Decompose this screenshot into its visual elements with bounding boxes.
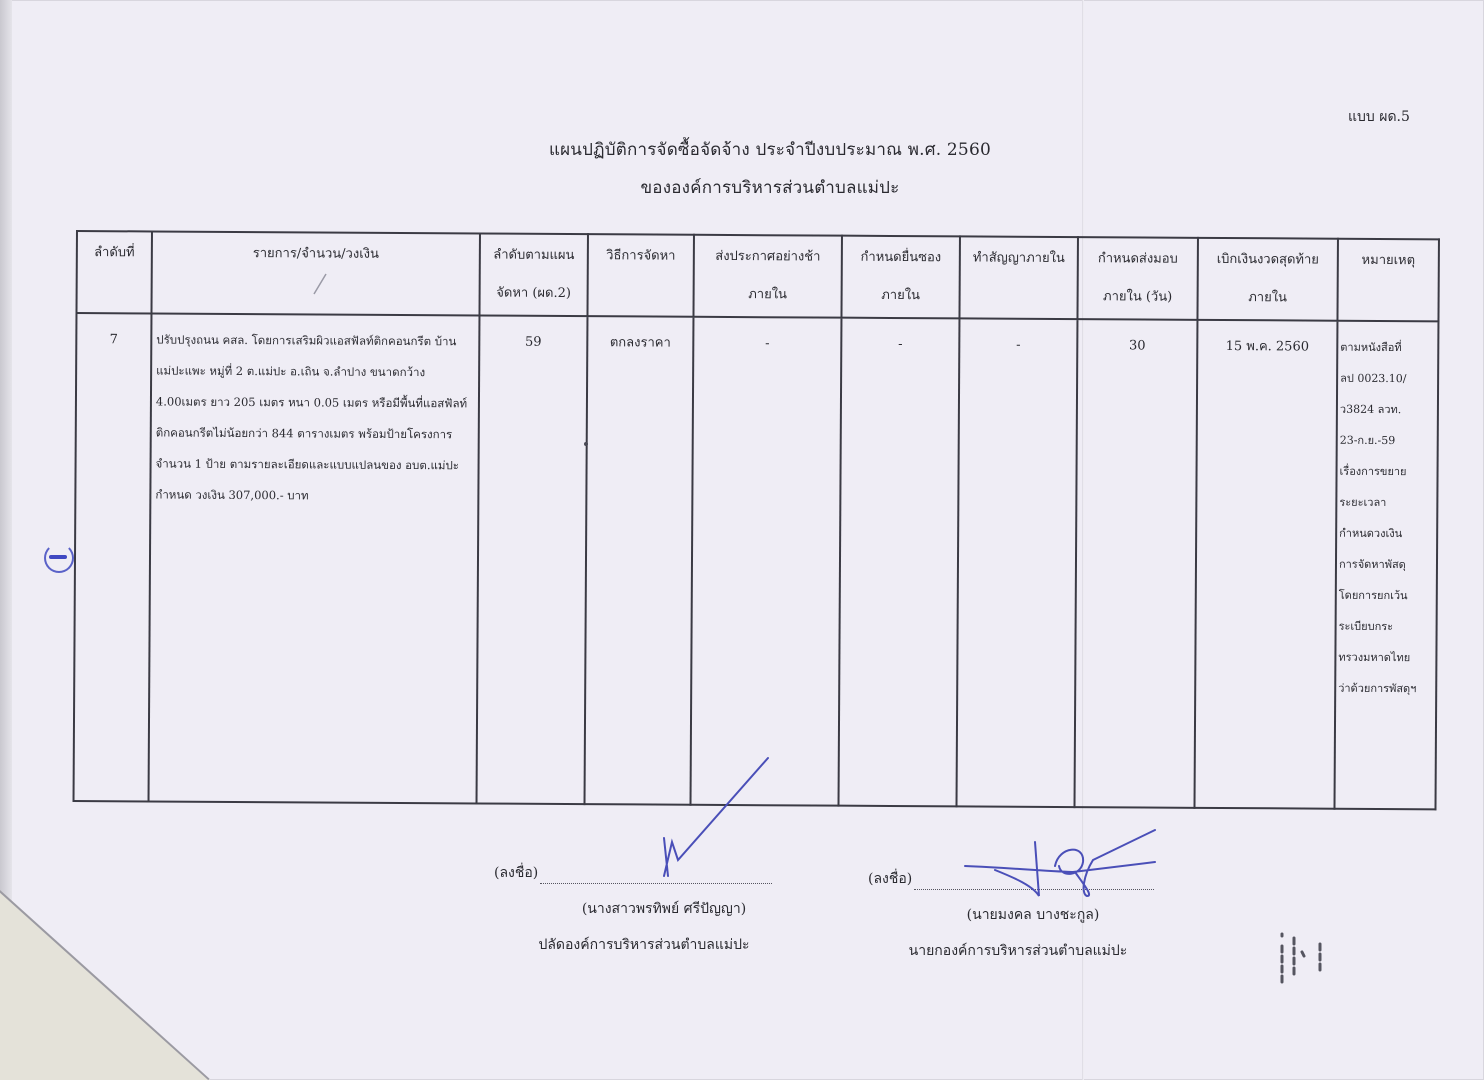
handwritten-mark-icon [1272, 928, 1352, 988]
signature-scribble-icon [955, 826, 1175, 926]
form-code: แบบ ผด.5 [1348, 109, 1410, 125]
table-header-row [76, 231, 1438, 321]
remark-line: ระเบียบกระ [1338, 619, 1394, 634]
header-delivery-days: กำหนดส่งมอบ ภายใน (วัน) [1077, 237, 1197, 320]
remark-line: ทรวงมหาดไทย [1338, 650, 1411, 665]
remark-line: การจัดหาพัสดุ [1338, 557, 1406, 572]
header-announce-by: ส่งประกาศอย่างช้า ภายใน [693, 235, 841, 318]
remark-line: ตามหนังสือที่ [1340, 340, 1402, 355]
header-plan-order: ลำดับตามแผน จัดหา (ผด.2) [479, 233, 587, 316]
cell-delivery-days: 30 [1074, 319, 1197, 808]
cell-method: ตกลงราคา [585, 316, 694, 805]
signatory-name: (นายมงคล บางชะกูล) [966, 907, 1100, 923]
ink-dot [584, 442, 588, 446]
signature-label: (ลงชื่อ) [868, 871, 913, 887]
cell-announce-by: - [691, 317, 842, 806]
stamp-mark-icon [44, 543, 74, 573]
procurement-plan-table [73, 230, 1440, 810]
document-title: แผนปฏิบัติการจัดซื้อจัดจ้าง ประจำปีงบประมาณ พ.ศ. 2560 [548, 140, 991, 160]
header-method: วิธีการจัดหา [587, 234, 693, 317]
header-contract-by: ทำสัญญาภายใน [959, 236, 1077, 319]
cell-plan-order: 59 [477, 315, 588, 804]
remark-line: ว3824 ลวท. [1339, 402, 1402, 417]
document-subtitle: ขององค์การบริหารส่วนตำบลแม่ปะ [640, 178, 900, 198]
remark-line: เรื่องการขยาย [1339, 464, 1407, 479]
cell-bid-submit-by: - [838, 318, 959, 807]
remark-line: ลป 0023.10/ [1340, 371, 1407, 386]
header-description: รายการ/จำนวน/วงเงิน [151, 231, 479, 315]
remark-line: กำหนดวงเงิน [1339, 526, 1403, 541]
remark-line: ระยะเวลา [1339, 495, 1387, 510]
remark-line: 23-ก.ย.-59 [1339, 433, 1396, 448]
header-bid-submit-by: กำหนดยื่นซอง ภายใน [841, 236, 959, 319]
cell-description: ปรับปรุงถนน คสล. โดยการเสริมผิวแอสฟัลท์ติกคอนกรีต บ้านแม่ปะแพะ หมู่ที่ 2 ต.แม่ปะ อ.เถิน จ.ลำปาง ขนาดกว้าง 4.00เมตร ยาว 205 เมตร หนา 0.05 เมตร หรือมีพื้นที่แอสฟัลท์ติกคอนกรีตไม่น้อยกว่า 844 ตารางเมตร พร้อมป้ายโครงการ จำนวน 1 ป้าย ตามรายละเอียดและแบบแปลนของ อบต.แม่ปะกำหนด วงเงิน 307,000.- บาท [149, 313, 480, 803]
signatory-position: ปลัดองค์การบริหารส่วนตำบลแม่ปะ [538, 937, 750, 953]
remark-line: ว่าด้วยการพัสดุฯ [1338, 681, 1417, 696]
signatory-position: นายกองค์การบริหารส่วนตำบลแม่ปะ [908, 943, 1128, 959]
cell-no: 7 [74, 313, 152, 801]
cell-contract-by: - [956, 318, 1077, 807]
header-final-payment-by: เบิกเงินงวดสุดท้าย ภายใน [1197, 238, 1337, 321]
table-row [74, 313, 1439, 809]
remark-line: โดยการยกเว้น [1338, 588, 1408, 603]
header-no: ลำดับที่ [76, 231, 151, 313]
signature-scribble-icon [650, 752, 780, 882]
signature-label: (ลงชื่อ) [494, 865, 539, 881]
cell-remarks [1334, 321, 1438, 810]
signatory-name: (นางสาวพรทิพย์ ศรีปัญญา) [581, 901, 747, 917]
pen-mark-icon [310, 272, 330, 296]
cell-final-payment-by: 15 พ.ค. 2560 [1194, 320, 1337, 809]
header-remarks: หมายเหตุ [1337, 239, 1438, 322]
